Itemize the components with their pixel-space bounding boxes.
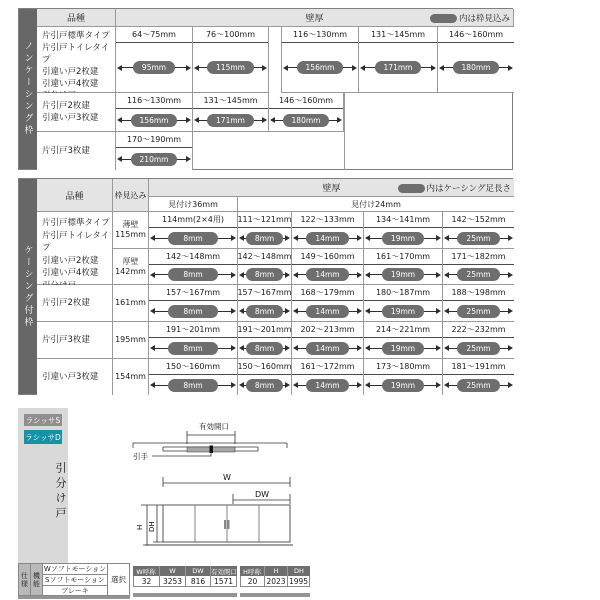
wall-range-cell — [443, 359, 514, 395]
tab-lasissa-d[interactable]: ラシッサD — [24, 430, 62, 444]
frame-depth-value: 161mm — [115, 298, 146, 307]
handle-mark-plan — [210, 446, 214, 454]
h-spec-value: 1995 — [288, 576, 309, 586]
h-spec-table — [240, 566, 310, 587]
wall-range-cell — [149, 249, 238, 285]
grid-line — [344, 93, 345, 170]
wall-range: 142～148mm — [149, 249, 237, 265]
wall-range: 116～130mm — [116, 93, 192, 109]
casing-leg-pill: 25mm — [457, 305, 499, 318]
frame-depth-cell — [113, 212, 149, 249]
w-spec-value: 3253 — [160, 576, 186, 587]
wall-range-cell — [149, 212, 238, 249]
elevation-view — [145, 505, 293, 545]
w-spec-table — [133, 566, 237, 587]
dimension-arrow — [116, 43, 192, 92]
wall-range-cell — [438, 27, 514, 93]
dimension-arrow — [292, 265, 363, 284]
function-option: Sソフトモーション — [42, 574, 108, 586]
dimension-arrow — [364, 265, 442, 284]
dimension-arrow — [149, 301, 237, 321]
wall-range: 202～213mm — [292, 322, 363, 338]
dw-dim-label: DW — [254, 490, 270, 499]
dimension-arrow — [438, 43, 514, 92]
non-casing-table — [18, 8, 513, 170]
dimension-arrow — [149, 265, 237, 284]
product-name: 片引戸2枚建 — [42, 101, 90, 111]
dimension-arrow — [282, 43, 358, 92]
face-24-subheader: 見付け24mm — [238, 197, 514, 212]
wall-thickness-header-label: 壁厚 — [305, 14, 324, 24]
product-name: 片引戸3枚建 — [42, 335, 90, 345]
casing-leg-pill: 8mm — [246, 342, 283, 355]
wall-range-cell — [443, 285, 514, 322]
wall-range-cell — [238, 285, 292, 322]
product-name: 片引戸トイレタイプ — [42, 230, 110, 253]
function-header: 機能 — [30, 563, 43, 596]
casing-leg-pill: 19mm — [382, 268, 424, 281]
product-name: 引違い戸2枚建 — [42, 67, 99, 77]
wall-range-cell — [443, 249, 514, 285]
wall-range: 170～190mm — [116, 132, 192, 148]
door-diagram — [125, 418, 315, 563]
frame-depth-pill: 180mm — [453, 61, 500, 74]
face-36-subheader: 見付け36mm — [149, 197, 238, 212]
wall-range-cell — [364, 249, 443, 285]
wall-range-cell — [238, 322, 292, 359]
dimension-arrow — [193, 43, 268, 92]
wall-thickness-header — [149, 179, 514, 197]
wall-range-cell — [193, 93, 269, 132]
casing-leg-pill: 8mm — [168, 379, 217, 392]
w-spec-header: 有効開口 — [211, 567, 237, 576]
product-type-header: 品種 — [37, 9, 116, 27]
frame-depth-pill: 95mm — [133, 61, 175, 74]
wall-range-cell — [364, 285, 443, 322]
wall-range: 161～170mm — [364, 249, 442, 265]
select-label: 選択 — [107, 563, 130, 596]
product-name-group — [37, 212, 113, 285]
section-divider — [240, 593, 310, 597]
wall-range-cell — [149, 285, 238, 322]
wall-range: 122～133mm — [292, 212, 363, 228]
frame-depth-cell — [113, 285, 149, 322]
category-label: 引分け戸 — [54, 462, 67, 522]
casing-leg-note-label: 内はケーシング足長さ — [426, 184, 511, 194]
wall-range: 168～179mm — [292, 285, 363, 301]
casing-leg-pill: 25mm — [457, 268, 499, 281]
wall-range-cell — [364, 359, 443, 395]
wall-range-cell — [116, 132, 193, 170]
wall-range: 146～160mm — [269, 93, 343, 109]
product-name: 引違い戸2枚建 — [42, 255, 99, 266]
wall-range: 180～187mm — [364, 285, 442, 301]
frame-depth-pill: 180mm — [283, 114, 330, 127]
pull-handle-label: 引手 — [133, 452, 148, 461]
w-spec-header: W呼称 — [133, 566, 160, 576]
dimension-arrow — [116, 109, 192, 131]
wall-range: 222～232mm — [443, 322, 514, 338]
wall-range: 131～145mm — [193, 93, 268, 109]
h-dim-label: H — [136, 524, 144, 530]
frame-depth-cell — [113, 249, 149, 285]
frame-depth-pill: 156mm — [131, 114, 178, 127]
casing-leg-pill: 25mm — [457, 379, 499, 392]
frame-depth-note-label: 内は枠見込み — [458, 14, 510, 24]
frame-depth-value: 142mm — [115, 266, 146, 276]
section-divider — [133, 593, 237, 597]
dimension-arrow — [443, 375, 514, 395]
frame-depth-value: 115mm — [115, 230, 146, 239]
wall-range: 116～130mm — [282, 27, 358, 43]
frame-depth-cell — [113, 359, 149, 395]
wall-range-cell — [443, 212, 514, 249]
dimension-arrow — [292, 228, 363, 248]
dimension-arrow — [149, 375, 237, 395]
dimension-arrow — [238, 301, 291, 321]
frame-depth-note — [430, 9, 510, 27]
wall-thickness-header — [116, 9, 514, 27]
wall-range-cell — [292, 212, 364, 249]
casing-leg-pill: 14mm — [306, 342, 348, 355]
effective-opening-label: 有効開口 — [199, 422, 229, 431]
wall-range: 150～160mm — [238, 359, 291, 375]
casing-leg-pill: 25mm — [457, 232, 499, 245]
casing-leg-pill: 8mm — [246, 232, 283, 245]
frame-depth-value: 195mm — [115, 335, 146, 344]
w-spec-value: 816 — [186, 576, 211, 587]
casing-leg-pill: 19mm — [382, 379, 424, 392]
casing-leg-pill: 8mm — [168, 305, 217, 318]
casing-leg-pill: 8mm — [168, 232, 217, 245]
h-spec-value: 20 — [241, 576, 265, 587]
product-name-group — [37, 285, 113, 322]
product-name: 片引戸トイレタイプ — [42, 43, 110, 65]
frame-depth-pill: 210mm — [131, 153, 178, 166]
wall-range: 171～182mm — [443, 249, 514, 265]
casing-leg-pill: 19mm — [382, 342, 424, 355]
wall-range-cell — [359, 27, 438, 93]
casing-leg-pill: 8mm — [246, 379, 283, 392]
product-name: 引違い戸4枚建 — [42, 268, 99, 278]
dimension-arrow — [364, 375, 442, 395]
wall-range-cell — [282, 27, 359, 93]
dimension-arrow — [149, 228, 237, 248]
wall-range: 191～201mm — [149, 322, 237, 338]
casing-leg-pill: 14mm — [306, 268, 348, 281]
dh-dim-label: DH — [148, 521, 156, 532]
section-divider — [18, 596, 130, 599]
h-spec-header-row — [240, 566, 310, 576]
frame-depth-pill: 171mm — [375, 61, 422, 74]
product-type-header: 品種 — [37, 179, 113, 212]
wall-thickness-header-label: 壁厚 — [322, 184, 341, 194]
tab-lasissa-s[interactable]: ラシッサS — [25, 415, 61, 425]
wall-range: 214～221mm — [364, 322, 442, 338]
frame-depth-pill: 156mm — [297, 61, 344, 74]
wall-range-cell — [238, 359, 292, 395]
w-spec-value: 1571 — [211, 576, 237, 587]
wall-range-cell — [149, 359, 238, 395]
casing-leg-pill: 8mm — [246, 268, 283, 281]
handle-mark-elevation — [224, 520, 226, 529]
wall-range: 157～167mm — [238, 285, 291, 301]
casing-leg-pill: 19mm — [382, 305, 424, 318]
spec-header: 仕様 — [18, 563, 31, 596]
wall-range-cell — [238, 212, 292, 249]
w-dim-label: W — [223, 473, 231, 482]
frame-depth-pill: 115mm — [207, 61, 254, 74]
dimension-arrow — [193, 109, 268, 131]
dimension-arrow — [269, 109, 343, 131]
w-spec-header-row — [133, 566, 237, 576]
wall-range: 161～172mm — [292, 359, 363, 375]
wall-range-cell — [116, 27, 193, 93]
dimension-arrow — [238, 228, 291, 248]
wall-range-cell — [292, 285, 364, 322]
wall-range-cell — [269, 93, 344, 132]
product-name: 引違い戸3枚建 — [42, 372, 99, 382]
wall-range: 111～121mm — [238, 212, 291, 228]
casing-leg-note — [398, 179, 511, 197]
pill-legend-icon — [398, 184, 425, 193]
dimension-arrow — [443, 338, 514, 358]
casing-leg-pill: 14mm — [306, 379, 348, 392]
product-name: 片引戸3枚建 — [42, 146, 90, 156]
dimension-arrow — [443, 228, 514, 248]
product-name-group — [37, 93, 116, 132]
wall-range-cell — [364, 322, 443, 359]
product-name: 引違い戸3枚建 — [42, 113, 99, 123]
w-spec-header: W — [160, 566, 186, 576]
function-option: ブレーキ — [42, 585, 108, 596]
casing-leg-pill: 19mm — [382, 232, 424, 245]
frame-depth-pill: 171mm — [207, 114, 254, 127]
wall-range: 114mm(2×4用) — [149, 212, 237, 228]
wall-range: 150～160mm — [149, 359, 237, 375]
column-gap — [269, 27, 282, 93]
wall-kind: 薄壁 — [122, 220, 139, 229]
dimension-arrow — [364, 301, 442, 321]
wall-range: 173～180mm — [364, 359, 442, 375]
h-spec-header: H呼称 — [240, 566, 265, 576]
wall-range: 157～167mm — [149, 285, 237, 301]
handle-mark-elevation — [228, 520, 230, 529]
dimension-arrow — [364, 228, 442, 248]
w-spec-value-row — [133, 576, 237, 587]
casing-leg-pill: 8mm — [168, 342, 217, 355]
dimension-arrow — [238, 265, 291, 284]
h-spec-header: H — [265, 566, 288, 576]
frame-depth-value: 154mm — [115, 372, 146, 381]
dimension-arrow — [443, 301, 514, 321]
product-name: 片引戸標準タイプ — [42, 218, 110, 228]
wall-range-cell — [443, 322, 514, 359]
wall-range-cell — [292, 359, 364, 395]
dimension-arrow — [292, 375, 363, 395]
frame-depth-header: 枠見込み — [113, 179, 149, 212]
wall-range-cell — [292, 322, 364, 359]
casing-leg-pill: 8mm — [168, 268, 217, 281]
w-spec-header: DW — [186, 566, 211, 576]
wall-range: 181～191mm — [443, 359, 514, 375]
wall-range: 188～198mm — [443, 285, 514, 301]
h-spec-value: 2023 — [265, 576, 288, 587]
dimension-arrow — [292, 301, 363, 321]
casing-leg-pill: 14mm — [306, 232, 348, 245]
pill-legend-icon — [430, 14, 457, 23]
casing-table — [18, 178, 513, 395]
wall-range: 149～160mm — [292, 249, 363, 265]
h-spec-value-row — [240, 576, 310, 587]
dimension-arrow — [359, 43, 437, 92]
wall-range: 76～100mm — [193, 27, 268, 43]
casing-leg-pill: 14mm — [306, 305, 348, 318]
frame-depth-cell — [113, 322, 149, 359]
wall-range-cell — [193, 27, 269, 93]
dimension-arrow — [238, 338, 291, 358]
product-name-group — [37, 359, 113, 395]
casing-frame-label: ケーシング付枠 — [19, 179, 37, 394]
casing-leg-pill: 25mm — [457, 342, 499, 355]
wall-range: 134～141mm — [364, 212, 442, 228]
wall-range: 142～148mm — [238, 249, 291, 265]
dimension-arrow — [149, 338, 237, 358]
casing-leg-pill: 8mm — [246, 305, 283, 318]
wall-range: 142～152mm — [443, 212, 514, 228]
dimension-arrow — [443, 265, 514, 284]
wall-range: 64～75mm — [116, 27, 192, 43]
h-spec-header: DH — [288, 566, 310, 576]
product-name-group — [37, 27, 116, 93]
wall-range: 146～160mm — [438, 27, 514, 43]
wall-range-cell — [116, 93, 193, 132]
wall-range: 191～201mm — [238, 322, 291, 338]
w-spec-value: 32 — [134, 576, 160, 587]
product-name: 片引戸2枚建 — [42, 298, 90, 308]
product-name-group — [37, 132, 116, 170]
wall-range-cell — [364, 212, 443, 249]
product-name-group — [37, 322, 113, 359]
product-name: 引違い戸4枚建 — [42, 79, 99, 89]
dimension-arrow — [292, 338, 363, 358]
leader-line — [152, 453, 211, 456]
wall-range: 131～145mm — [359, 27, 437, 43]
wall-kind: 厚壁 — [122, 256, 139, 266]
dimension-arrow — [238, 375, 291, 395]
wall-range-cell — [149, 322, 238, 359]
wall-range-cell — [238, 249, 292, 285]
wall-range-cell — [292, 249, 364, 285]
function-option: Wソフトモーション — [43, 565, 107, 573]
dimension-arrow — [116, 148, 192, 170]
product-name: 片引戸標準タイプ — [42, 31, 110, 41]
non-casing-frame-label: ノンケーシング枠 — [19, 9, 37, 169]
dimension-arrow — [364, 338, 442, 358]
